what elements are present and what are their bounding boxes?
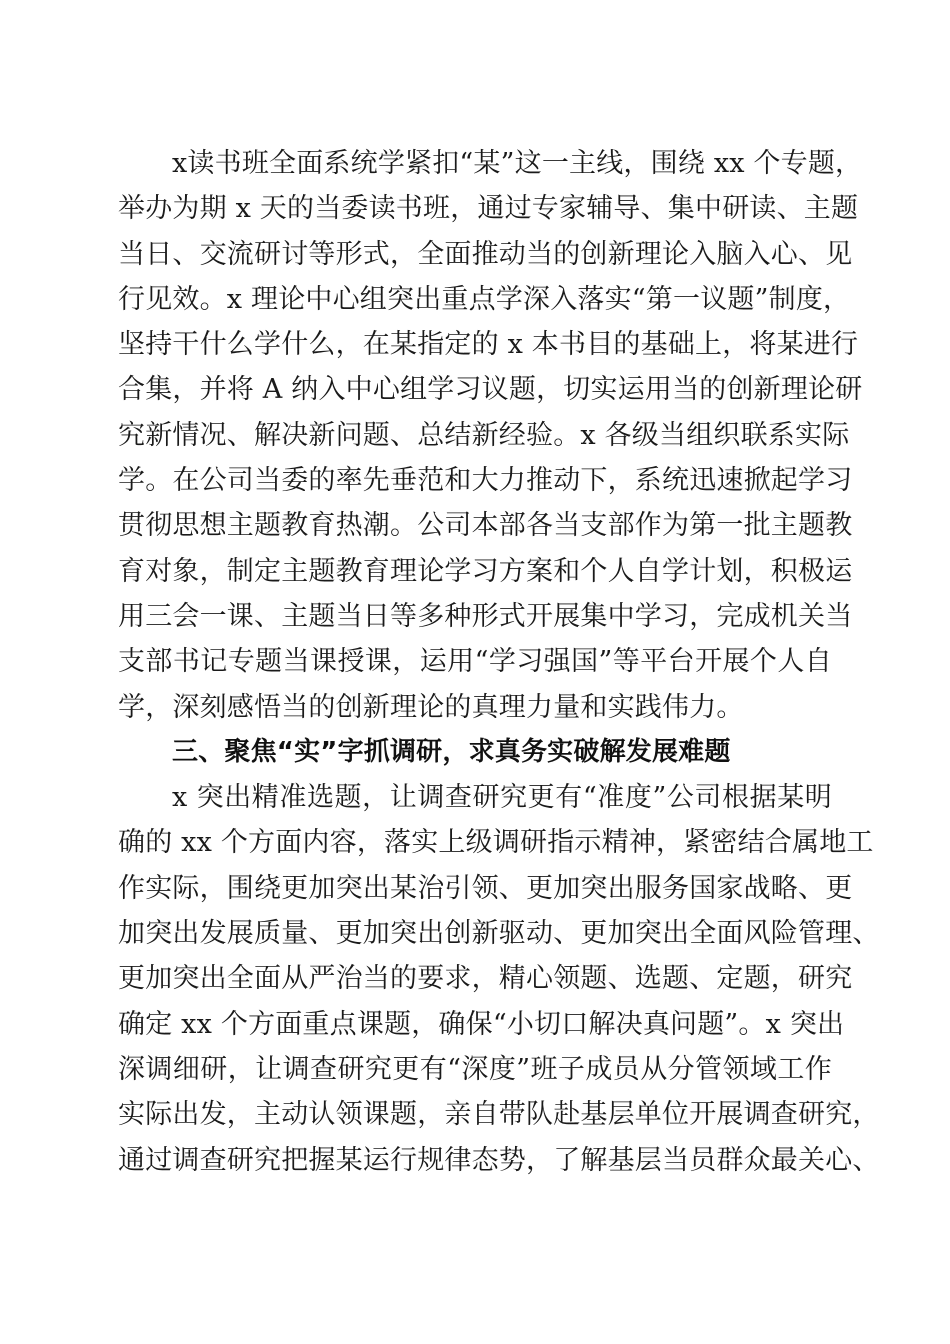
- paragraph-line: 实际出发，主动认领课题，亲自带队赴基层单位开展调查研究，: [118, 1099, 880, 1131]
- paragraph-line: 加突出发展质量、更加突出创新驱动、更加突出全面风险管理、: [118, 918, 880, 950]
- paragraph-line: 用三会一课、主题当日等多种形式开展集中学习，完成机关当: [118, 600, 853, 632]
- paragraph-line: 究新情况、解决新问题、总结新经验。x 各级当组织联系实际: [118, 419, 850, 451]
- paragraph-line: x读书班全面系统学紧扣“某”这一主线，围绕 xx 个专题，: [172, 148, 863, 179]
- section-heading: 三、聚焦“实”字抓调研，求真务实破解发展难题: [172, 736, 731, 767]
- paragraph-line: 学。在公司当委的率先垂范和大力推动下，系统迅速掀起学习: [118, 465, 853, 497]
- paragraph-line: 行见效。x 理论中心组突出重点学深入落实“第一议题”制度，: [118, 283, 851, 315]
- paragraph-line: 学，深刻感悟当的创新理论的真理力量和实践伟力。: [118, 691, 744, 723]
- paragraph-line: 当日、交流研讨等形式，全面推动当的创新理论入脑入心、见: [118, 238, 853, 270]
- paragraph-line: 更加突出全面从严治当的要求，精心领题、选题、定题，研究: [118, 963, 853, 995]
- paragraph-line: 确的 xx 个方面内容，落实上级调研指示精神，紧密结合属地工: [118, 827, 874, 859]
- paragraph-line: 深调细研，让调查研究更有“深度”班子成员从分管领域工作: [118, 1053, 832, 1085]
- paragraph-line: 作实际，围绕更加突出某治引领、更加突出服务国家战略、更: [118, 872, 853, 904]
- paragraph-study: [118, 141, 880, 1183]
- paragraph-line: 通过调查研究把握某运行规律态势，了解基层当员群众最关心、: [118, 1144, 880, 1176]
- paragraph-line: 确定 xx 个方面重点课题，确保“小切口解决真问题”。x 突出: [118, 1008, 845, 1040]
- paragraph-line: 支部书记专题当课授课，运用“学习强国”等平台开展个人自: [118, 646, 832, 678]
- paragraph-line: 坚持干什么学什么，在某指定的 x 本书目的基础上，将某进行: [118, 329, 859, 361]
- paragraph-line: x 突出精准选题，让调查研究更有“准度”公司根据某明: [172, 782, 832, 814]
- paragraph-line: 育对象，制定主题教育理论学习方案和个人自学计划，积极运: [118, 555, 853, 587]
- paragraph-line: 合集，并将 A 纳入中心组学习议题，切实运用当的创新理论研: [118, 374, 863, 406]
- paragraph-line: 贯彻思想主题教育热潮。公司本部各当支部作为第一批主题教: [118, 510, 853, 542]
- paragraph-line: 举办为期 x 天的当委读书班，通过专家辅导、集中研读、主题: [118, 193, 859, 225]
